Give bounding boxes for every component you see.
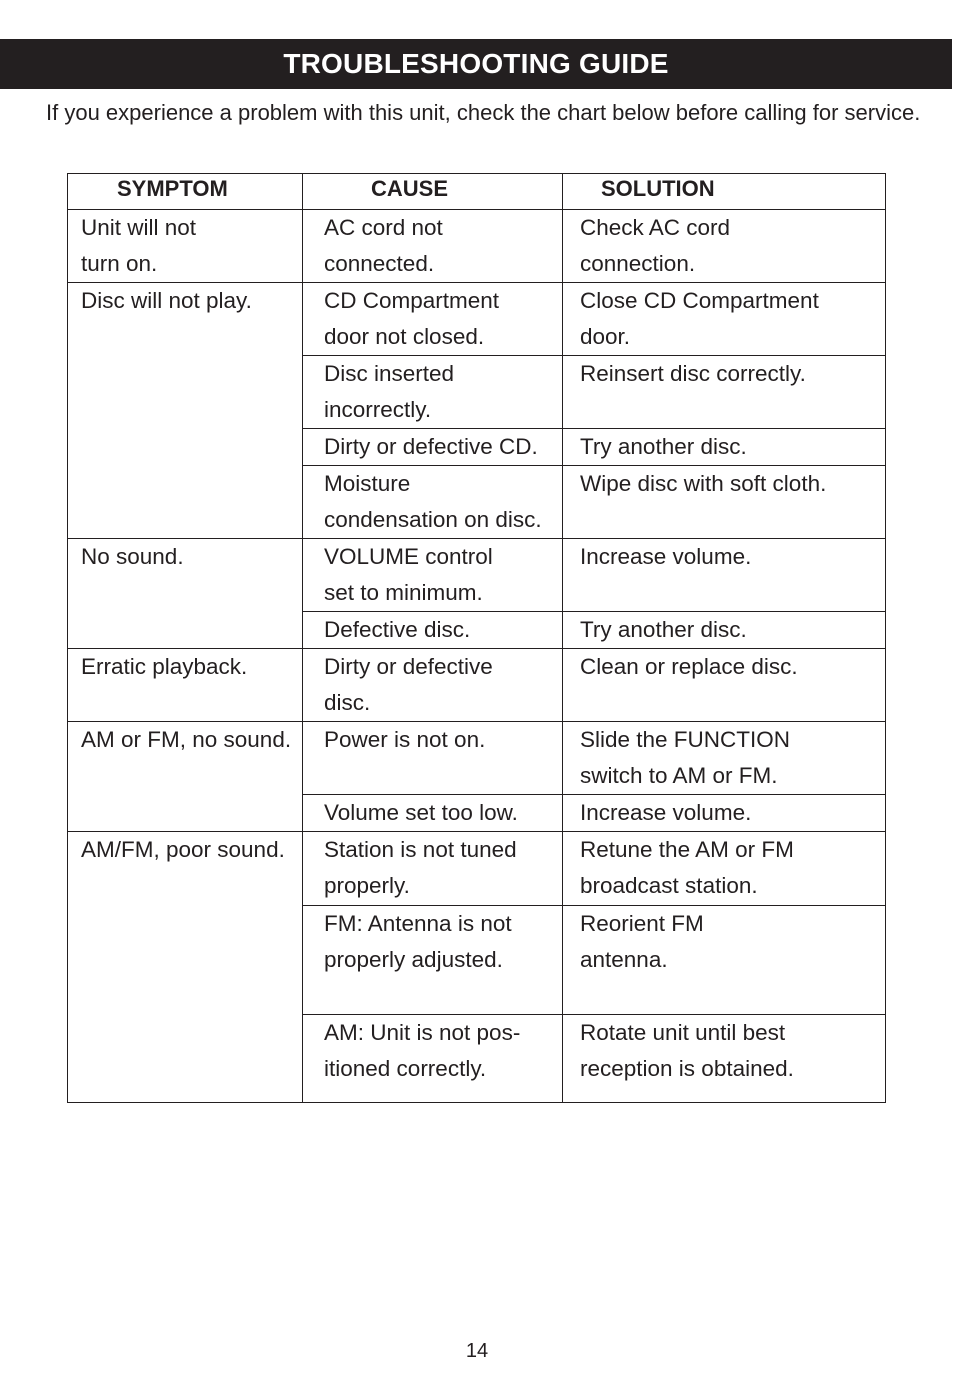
solution-text: Clean or replace disc.	[580, 654, 798, 679]
cause-cell	[303, 356, 563, 429]
column-header-cause: CAUSE	[303, 174, 563, 210]
cause-text: Station is not tuned properly.	[324, 837, 517, 898]
cause-cell	[303, 210, 563, 283]
solution-cell	[563, 539, 886, 612]
solution-text: Close CD Compartment door.	[580, 288, 819, 349]
solution-cell	[563, 612, 886, 649]
symptom-cell	[68, 210, 303, 283]
cause-cell	[303, 539, 563, 612]
solution-cell	[563, 906, 886, 1015]
symptom-cell	[68, 722, 303, 832]
solution-text: Wipe disc with soft cloth.	[580, 471, 827, 496]
cause-cell	[303, 649, 563, 722]
troubleshooting-table	[67, 173, 886, 1103]
table-row	[68, 722, 886, 795]
solution-text: Try another disc.	[580, 434, 747, 459]
symptom-text: No sound.	[81, 544, 184, 569]
page-number: 14	[465, 1340, 489, 1362]
symptom-text: AM/FM, poor sound.	[81, 837, 285, 862]
symptom-text: Erratic playback.	[81, 654, 248, 679]
solution-cell	[563, 429, 886, 466]
symptom-text: AM or FM, no sound.	[81, 727, 292, 752]
solution-text: Increase volume.	[580, 800, 752, 825]
symptom-text: Disc will not play.	[81, 288, 252, 313]
intro-text: If you experience a problem with this unit, check the chart below before calling for service.	[46, 100, 921, 125]
solution-cell	[563, 722, 886, 795]
solution-text: Check AC cord connection.	[580, 215, 731, 276]
symptom-cell	[68, 832, 303, 1103]
cause-cell	[303, 906, 563, 1015]
cause-text: AC cord not connected.	[324, 215, 443, 276]
cause-cell	[303, 429, 563, 466]
section-title-banner	[0, 39, 952, 89]
table-row	[68, 283, 886, 356]
cause-cell	[303, 466, 563, 539]
solution-text: Increase volume.	[580, 544, 752, 569]
table-row	[68, 210, 886, 283]
symptom-cell	[68, 283, 303, 539]
solution-cell	[563, 210, 886, 283]
solution-cell	[563, 466, 886, 539]
section-title: TROUBLESHOOTING GUIDE	[283, 48, 669, 79]
solution-text: Slide the FUNCTION switch to AM or FM.	[580, 727, 791, 788]
solution-cell	[563, 1015, 886, 1103]
cause-text: VOLUME control set to minimum.	[324, 544, 493, 605]
solution-text: Retune the AM or FM broadcast station.	[580, 837, 794, 898]
cause-text: Power is not on.	[324, 727, 486, 752]
cause-text: AM: Unit is not pos- itioned correctly.	[324, 1020, 521, 1081]
cause-cell	[303, 832, 563, 906]
symptom-cell	[68, 539, 303, 649]
table-row	[68, 649, 886, 722]
solution-cell	[563, 832, 886, 906]
cause-text: Disc inserted incorrectly.	[324, 361, 455, 422]
solution-cell	[563, 649, 886, 722]
solution-text: Try another disc.	[580, 617, 747, 642]
solution-cell	[563, 283, 886, 356]
cause-text: Defective disc.	[324, 617, 471, 642]
cause-cell	[303, 283, 563, 356]
cause-cell	[303, 612, 563, 649]
solution-cell	[563, 795, 886, 832]
cause-text: FM: Antenna is not properly adjusted.	[324, 911, 512, 972]
column-header-symptom: SYMPTOM	[68, 174, 303, 210]
symptom-text: Unit will not turn on.	[81, 215, 197, 276]
symptom-cell	[68, 649, 303, 722]
cause-cell	[303, 1015, 563, 1103]
table-header-row	[68, 174, 886, 210]
cause-text: Dirty or defective disc.	[324, 654, 493, 715]
cause-text: CD Compartment door not closed.	[324, 288, 500, 349]
cause-cell	[303, 722, 563, 795]
cause-text: Moisture condensation on disc.	[324, 471, 542, 532]
cause-cell	[303, 795, 563, 832]
table-row	[68, 539, 886, 612]
solution-text: Reorient FM antenna.	[580, 911, 704, 972]
cause-text: Volume set too low.	[324, 800, 518, 825]
column-header-solution: SOLUTION	[563, 174, 886, 210]
cause-text: Dirty or defective CD.	[324, 434, 538, 459]
table-row	[68, 832, 886, 906]
solution-cell	[563, 356, 886, 429]
solution-text: Rotate unit until best reception is obtained.	[580, 1020, 794, 1081]
solution-text: Reinsert disc correctly.	[580, 361, 806, 386]
